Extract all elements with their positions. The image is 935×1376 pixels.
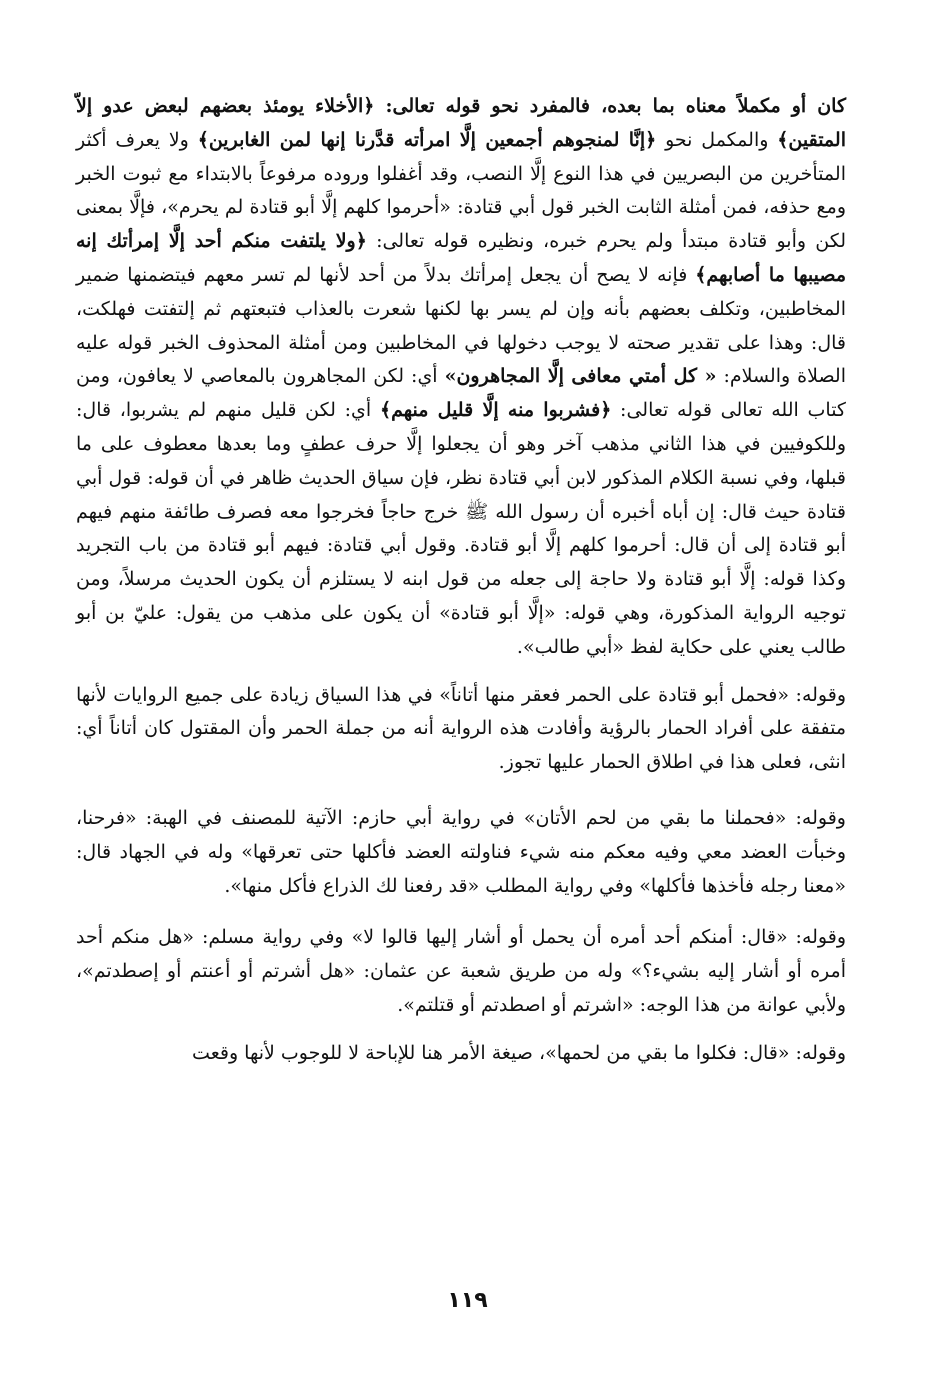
text-segment: ولا يعرف أكثر المتأخرين من البصريين في هذا النوع إلَّا النصب، وقد أغفلوا وروده مرفوعاً بالابتداء مع ثبوت الخبر ومع حذفه، فمن أمثلة الثابت الخبر قول أبي قتادة: «أحرموا كلهم إلَّا أبو قتادة لم يحرم»، فإلَّا بمعنى لكن وأبو قتادة مبتدأ ولم يحرم خبره، ونظيره قوله تعالى: [76, 128, 846, 253]
text-segment: أي: لكن قليل منهم لم يشربوا، قال: وللكوفيين في هذا الثاني مذهب آخر وهو أن يجعلوا إلَّا حرف عطفٍ وما بعدها معطوف على ما قبلها، وفي نسبة الكلام المذكور لابن أبي قتادة نظر، فإن سياق الحديث ظاهر في أن قوله: قول أبي قتادة حيث قال: إن أباه أخبره أن رسول الله ﷺ خرج حاجاً فخرجوا معه فصرف طائفة منهم فيهم أبو قتادة إلى أن قال: أحرموا كلهم إلَّا أبو قتادة. وقول أبي قتادة: فيهم أبو قتادة من باب التجريد وكذا قوله: إلَّا أبو قتادة ولا حاجة إلى جعله من قول ابنه لا يستلزم أن يكون الحديث مرسلاً، ومن توجيه الرواية المذكورة، وهي قوله: «إلَّا أبو قتادة» أن يكون على مذهب من يقول: عليّ بن أبو طالب يعني على حكاية لفظ «أبي طالب». [76, 399, 846, 658]
paragraph-5 [76, 1037, 846, 1071]
paragraph-1 [76, 90, 846, 665]
paragraph-4 [76, 921, 846, 1022]
quran-verse: ﴿ولا يلتفت منكم أحد إلَّا إمرأتك إنه مصيبها ما أصابهم﴾ [76, 230, 846, 286]
text-segment: وقوله: «قال: أمنكم أحد أمره أن يحمل أو أشار إليها قالوا لا» وفي رواية مسلم: «هل منكم أحد أمره أو أشار إليه بشيء؟» وله من طريق شعبة عن عثمان: «هل أشرتم أو أعنتم أو إصطدتم»، ولأبي عوانة من هذا الوجه: «اشرتم أو اصطدتم أو قتلتم». [76, 926, 846, 1016]
hadith-quote: « كل أمتي معافى إلَّا المجاهرون» [444, 365, 717, 388]
text-segment: وقوله: «فحملنا ما بقي من لحم الأتان» في رواية أبي حازم: الآتية للمصنف في الهبة: «فرحنا، وخبأت العضد معي وفيه معكم منه شيء فناولته العضد فأكلها حتى تعرقها» وله في الجهاد قال: «معنا رجله فأخذها فأكلها» وفي رواية المطلب «قد رفعنا لك الذراع فأكل منها». [76, 806, 846, 897]
paragraph-2 [76, 679, 846, 780]
text-segment: وقوله: «قال: فكلوا ما بقي من لحمها»، صيغة الأمر هنا للإباحة لا للوجوب لأنها وقعت [192, 1041, 846, 1064]
quran-verse: ﴿فشربوا منه إلَّا قليل منهم﴾ [379, 399, 612, 422]
text-segment: أي: لكن المجاهرون بالمعاصي لا يعافون، ومن كتاب الله تعالى قوله تعالى: [76, 365, 846, 422]
quran-verse: ﴿إنَّا لمنجوهم أجمعين إلَّا امرأته قدَّرنا إنها لمن الغابرين﴾ [197, 128, 657, 151]
text-segment: كان أو مكملاً معناه بما بعده، فالمفرد نحو قوله تعالى: [374, 95, 846, 117]
text-segment: وقوله: «فحمل أبو قتادة على الحمر فعقر منها أتاناً» في هذا السياق زيادة على جميع الروايات لأنها متفقة على أفراد الحمار بالرؤية وأفادت هذه الرواية أنه من جملة الحمر وأن المقتول كان أتاناً أي: انثى، فعلى هذا في اطلاق الحمار عليها تجوز. [76, 683, 846, 774]
text-segment: والمكمل نحو [656, 128, 778, 151]
quran-verse: ﴿الأخلاء يومئذ بعضهم لبعض عدو إلاّ المتقين﴾ [76, 95, 846, 151]
page-number: ١١٩ [447, 1288, 488, 1313]
paragraph-3 [76, 802, 846, 903]
text-segment: فإنه لا يصح أن يجعل إمرأتك بدلاً من أحد لأنها لم تسر معهم فيتضمنها ضمير المخاطبين، وتكلف بعضهم بأنه وإن لم يسر بها لكنها شعرت بالعذاب فتبعتهم ثم إلتفتت فهلكت، قال: وهذا على تقدير صحته لا يوجب دخولها في المخاطبين ومن أمثلة المحذوف الخبر قوله عليه الصلاة والسلام: [76, 263, 846, 388]
page-body [76, 90, 846, 1071]
